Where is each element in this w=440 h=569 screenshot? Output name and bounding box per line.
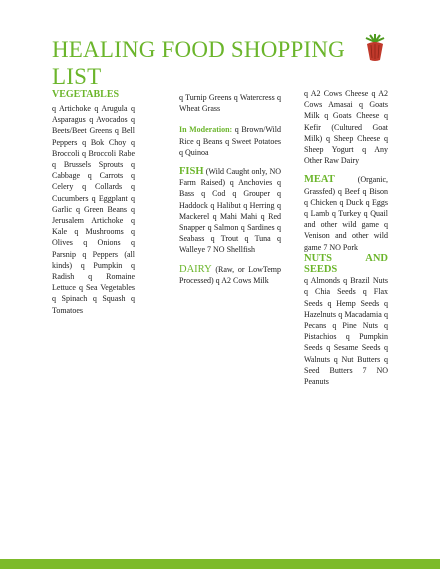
- dairy-heading: DAIRY: [179, 263, 212, 275]
- dairy-list-continued: q A2 Cows Cheese q A2 Cows Amasai q Goats Milk q Goats Cheese q Kefir (Cultured Goat Milk) q Sheep Cheese q Sheep Yogurt q Any Other Raw Dairy: [304, 89, 388, 166]
- fish-section: [179, 166, 281, 256]
- page-title: HEALING FOOD SHOPPING LIST: [52, 37, 345, 89]
- vegetables-heading: VEGETABLES: [52, 89, 120, 100]
- meat-section: [304, 174, 388, 252]
- nuts-heading: NUTS AND SEEDS: [304, 252, 388, 276]
- vegetables-list: q Artichoke q Arugula q Asparagus q Avocados q Beets/Beet Greens q Bell Peppers q Bok Choy q Broccoli q Broccoli Rabe q Brussels Sprouts q Cabbage q Carrots q Celery q Collards q Cucumbers q Eggplant q Garlic q Green Beans q Jerusalem Artichoke q Kale q Mushrooms q Olives q Onions q Parsnip q Peppers (all kinds) q Pumpkin q Radish q Romaine Lettuce q Sea Vegetables q Spinach q Squash q Tomatoes: [52, 104, 135, 315]
- fish-list: q Anchovies q Bass q Cod q Grouper q Haddock q Halibut q Herring q Mackerel q Mahi Mahi q Red Snapper q Salmon q Sardines q Seabass q Trout q Tuna q Walleye 7 NO Shellfish: [179, 178, 281, 255]
- fish-heading: FISH: [179, 166, 204, 178]
- greens-list: q Turnip Greens q Watercress q Wheat Grass: [179, 93, 281, 114]
- middle-column: [179, 92, 281, 286]
- meat-list: q Beef q Bison q Chicken q Duck q Eggs q Lamb q Turkey q Quail and other wild game q Venison and other wild game 7 NO Pork: [304, 186, 388, 252]
- dairy-section: [179, 264, 281, 286]
- footer-bar: [0, 559, 440, 569]
- moderation-section: [179, 124, 281, 158]
- dairy-list-start: q A2 Cows Milk: [215, 275, 269, 285]
- dairy-note: (Raw, or LowTemp Processed): [179, 264, 281, 285]
- right-column: [304, 88, 388, 387]
- nuts-section: [304, 253, 388, 387]
- moderation-list: q Brown/Wild Rice q Beans q Sweet Potatoes q Quinoa: [179, 125, 281, 157]
- meat-note: (Organic, Grassfed): [304, 175, 388, 196]
- vegetables-column: [52, 88, 135, 316]
- vegetable-bunch-icon: [362, 32, 388, 62]
- meat-heading: MEAT: [304, 174, 335, 186]
- moderation-heading: In Moderation:: [179, 125, 233, 135]
- nuts-list: q Almonds q Brazil Nuts q Chia Seeds q Flax Seeds q Hemp Seeds q Hazelnuts q Macadamia q Pecans q Pine Nuts q Pistachios q Pumpkin Seeds q Sesame Seeds q Walnuts q Nut Butters q Seed Butters 7 NO Peanuts: [304, 276, 388, 387]
- fish-note: (Wild Caught only, NO Farm Raised): [179, 167, 281, 188]
